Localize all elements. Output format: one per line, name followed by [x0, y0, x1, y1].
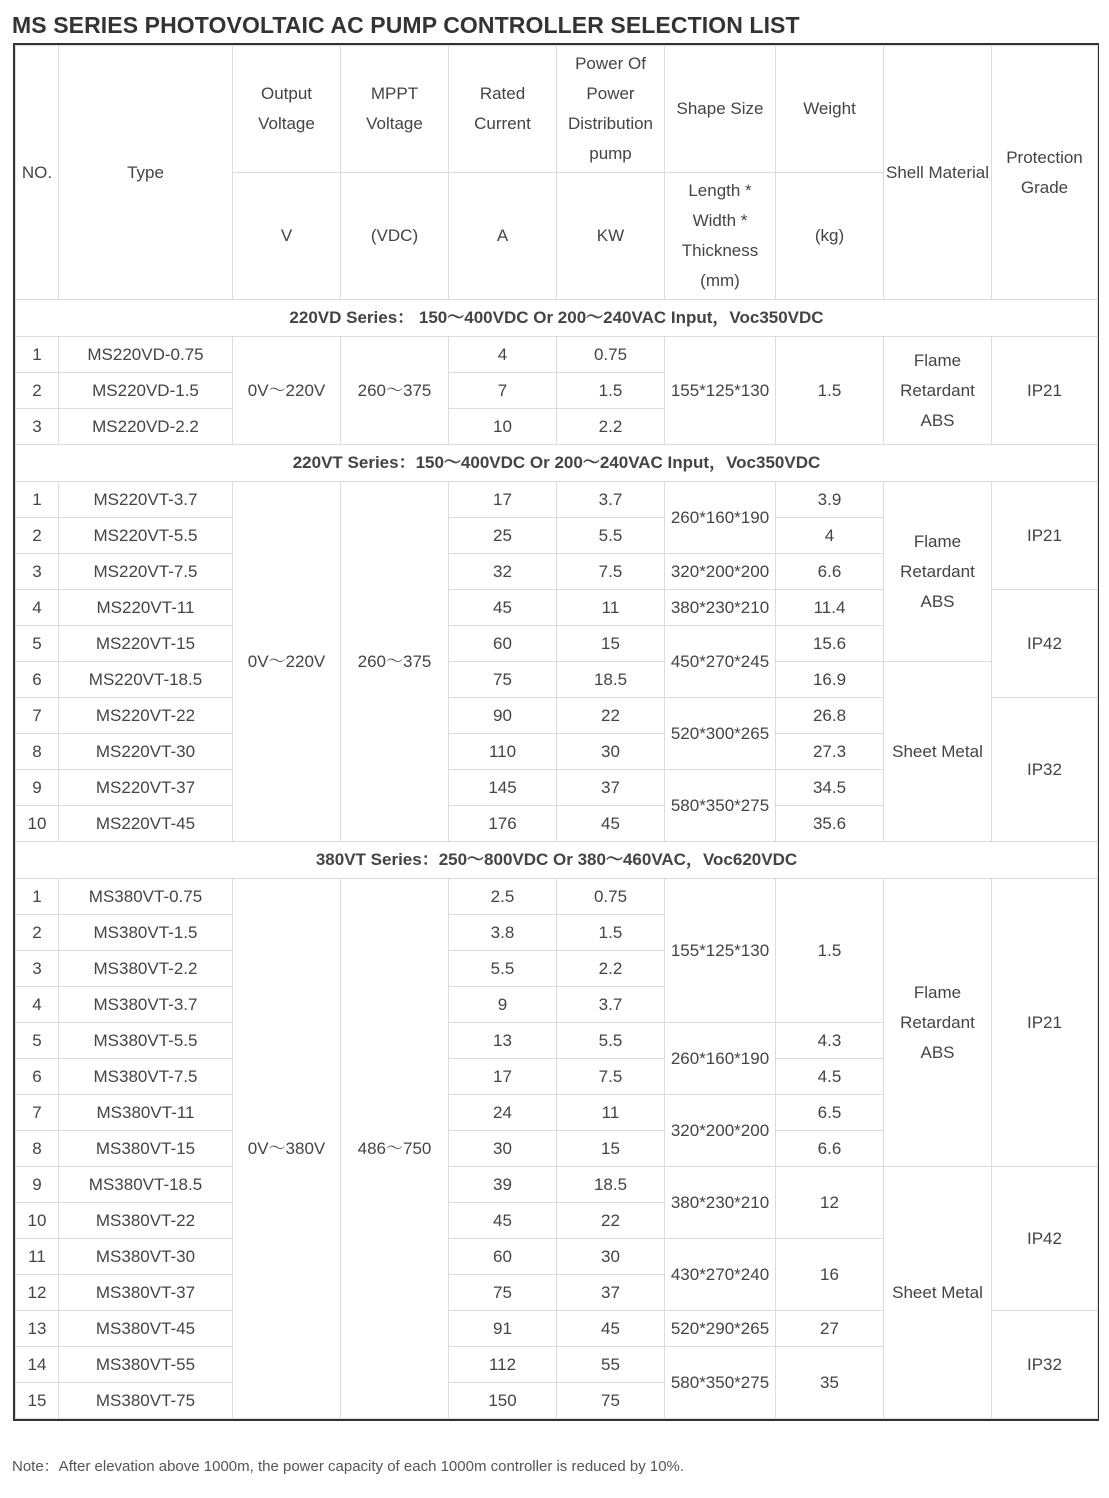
cell-current: 17	[449, 482, 557, 518]
cell-current: 60	[449, 1239, 557, 1275]
cell-weight: 35	[776, 1347, 884, 1419]
cell-current: 39	[449, 1167, 557, 1203]
cell-shell-material: Flame Retardant ABS	[884, 879, 992, 1167]
cell-shape-size: 155*125*130	[665, 879, 776, 1023]
cell-shape-size: 450*270*245	[665, 626, 776, 698]
cell-power: 22	[557, 1203, 665, 1239]
cell-no: 15	[16, 1383, 59, 1419]
cell-output-voltage: 0V～220V	[233, 337, 341, 445]
cell-no: 9	[16, 770, 59, 806]
cell-weight: 6.6	[776, 1131, 884, 1167]
cell-current: 25	[449, 518, 557, 554]
cell-no: 13	[16, 1311, 59, 1347]
cell-weight: 12	[776, 1167, 884, 1239]
cell-weight: 4.5	[776, 1059, 884, 1095]
cell-no: 8	[16, 1131, 59, 1167]
cell-type: MS380VT-22	[59, 1203, 233, 1239]
header-mppt-voltage: MPPT Voltage	[341, 46, 449, 173]
cell-weight: 16.9	[776, 662, 884, 698]
cell-no: 7	[16, 698, 59, 734]
selection-table	[15, 45, 1098, 1419]
cell-type: MS220VD-0.75	[59, 337, 233, 373]
cell-type: MS380VT-7.5	[59, 1059, 233, 1095]
header-rated-current: Rated Current	[449, 46, 557, 173]
cell-no: 4	[16, 987, 59, 1023]
series-heading: 220VD Series： 150～400VDC Or 200～240VAC Input，Voc350VDC	[16, 300, 1098, 337]
cell-current: 145	[449, 770, 557, 806]
cell-power: 75	[557, 1383, 665, 1419]
cell-shell-material: Flame Retardant ABS	[884, 337, 992, 445]
series-heading: 220VT Series：150～400VDC Or 200～240VAC Input，Voc350VDC	[16, 445, 1098, 482]
cell-power: 11	[557, 1095, 665, 1131]
cell-current: 13	[449, 1023, 557, 1059]
cell-type: MS380VT-3.7	[59, 987, 233, 1023]
cell-current: 5.5	[449, 951, 557, 987]
cell-shape-size: 520*300*265	[665, 698, 776, 770]
header-no: NO.	[16, 46, 59, 300]
cell-current: 3.8	[449, 915, 557, 951]
cell-no: 11	[16, 1239, 59, 1275]
series-heading: 380VT Series：250～800VDC Or 380～460VAC，Voc620VDC	[16, 842, 1098, 879]
cell-protection-grade: IP21	[992, 337, 1098, 445]
cell-current: 24	[449, 1095, 557, 1131]
cell-type: MS380VT-18.5	[59, 1167, 233, 1203]
cell-protection-grade: IP42	[992, 590, 1098, 698]
unit-weight: (kg)	[776, 173, 884, 300]
header-shape-size: Shape Size	[665, 46, 776, 173]
cell-current: 30	[449, 1131, 557, 1167]
cell-no: 6	[16, 1059, 59, 1095]
header-weight: Weight	[776, 46, 884, 173]
cell-weight: 15.6	[776, 626, 884, 662]
cell-current: 176	[449, 806, 557, 842]
cell-no: 5	[16, 626, 59, 662]
cell-type: MS220VT-3.7	[59, 482, 233, 518]
cell-shell-material: Flame Retardant ABS	[884, 482, 992, 662]
cell-power: 55	[557, 1347, 665, 1383]
cell-power: 37	[557, 770, 665, 806]
cell-type: MS220VT-37	[59, 770, 233, 806]
cell-current: 17	[449, 1059, 557, 1095]
cell-no: 5	[16, 1023, 59, 1059]
cell-current: 112	[449, 1347, 557, 1383]
cell-no: 2	[16, 373, 59, 409]
cell-weight: 6.5	[776, 1095, 884, 1131]
cell-power: 18.5	[557, 1167, 665, 1203]
cell-no: 3	[16, 554, 59, 590]
cell-power: 3.7	[557, 482, 665, 518]
cell-shape-size: 580*350*275	[665, 1347, 776, 1419]
cell-power: 45	[557, 806, 665, 842]
cell-type: MS220VT-18.5	[59, 662, 233, 698]
cell-no: 12	[16, 1275, 59, 1311]
cell-power: 45	[557, 1311, 665, 1347]
cell-type: MS380VT-75	[59, 1383, 233, 1419]
cell-power: 30	[557, 1239, 665, 1275]
cell-no: 3	[16, 951, 59, 987]
cell-power: 7.5	[557, 554, 665, 590]
cell-weight: 34.5	[776, 770, 884, 806]
unit-power: KW	[557, 173, 665, 300]
cell-power: 1.5	[557, 373, 665, 409]
header-protection-grade: Protection Grade	[992, 46, 1098, 300]
cell-weight: 1.5	[776, 879, 884, 1023]
header-output-voltage: Output Voltage	[233, 46, 341, 173]
cell-no: 2	[16, 518, 59, 554]
cell-type: MS380VT-37	[59, 1275, 233, 1311]
cell-weight: 11.4	[776, 590, 884, 626]
unit-mppt-voltage: (VDC)	[341, 173, 449, 300]
cell-no: 14	[16, 1347, 59, 1383]
cell-power: 30	[557, 734, 665, 770]
cell-no: 4	[16, 590, 59, 626]
cell-shape-size: 155*125*130	[665, 337, 776, 445]
cell-type: MS380VT-5.5	[59, 1023, 233, 1059]
cell-type: MS380VT-2.2	[59, 951, 233, 987]
cell-weight: 26.8	[776, 698, 884, 734]
cell-type: MS380VT-1.5	[59, 915, 233, 951]
cell-weight: 6.6	[776, 554, 884, 590]
cell-power: 7.5	[557, 1059, 665, 1095]
cell-protection-grade: IP32	[992, 698, 1098, 842]
cell-current: 4	[449, 337, 557, 373]
unit-shape-size: Length * Width * Thickness (mm)	[665, 173, 776, 300]
header-power: Power Of Power Distribution pump	[557, 46, 665, 173]
cell-current: 91	[449, 1311, 557, 1347]
cell-power: 3.7	[557, 987, 665, 1023]
cell-power: 0.75	[557, 879, 665, 915]
cell-no: 7	[16, 1095, 59, 1131]
cell-current: 45	[449, 1203, 557, 1239]
cell-mppt-voltage: 260～375	[341, 337, 449, 445]
cell-no: 1	[16, 337, 59, 373]
cell-current: 10	[449, 409, 557, 445]
cell-shape-size: 260*160*190	[665, 1023, 776, 1095]
cell-shape-size: 320*200*200	[665, 554, 776, 590]
cell-no: 10	[16, 1203, 59, 1239]
cell-power: 1.5	[557, 915, 665, 951]
cell-power: 2.2	[557, 409, 665, 445]
cell-shape-size: 430*270*240	[665, 1239, 776, 1311]
cell-weight: 4.3	[776, 1023, 884, 1059]
cell-shell-material: Sheet Metal	[884, 662, 992, 842]
cell-power: 15	[557, 1131, 665, 1167]
cell-power: 11	[557, 590, 665, 626]
cell-type: MS220VT-45	[59, 806, 233, 842]
cell-type: MS380VT-55	[59, 1347, 233, 1383]
cell-current: 60	[449, 626, 557, 662]
cell-power: 22	[557, 698, 665, 734]
footnote: Note：After elevation above 1000m, the power capacity of each 1000m controller is reduced by 10%.	[12, 1458, 685, 1475]
unit-rated-current: A	[449, 173, 557, 300]
cell-shape-size: 380*230*210	[665, 1167, 776, 1239]
cell-shape-size: 380*230*210	[665, 590, 776, 626]
cell-type: MS380VT-11	[59, 1095, 233, 1131]
cell-type: MS220VT-5.5	[59, 518, 233, 554]
cell-output-voltage: 0V～380V	[233, 879, 341, 1419]
cell-weight: 4	[776, 518, 884, 554]
cell-no: 1	[16, 879, 59, 915]
cell-shape-size: 320*200*200	[665, 1095, 776, 1167]
cell-weight: 16	[776, 1239, 884, 1311]
cell-mppt-voltage: 260～375	[341, 482, 449, 842]
unit-output-voltage: V	[233, 173, 341, 300]
cell-current: 110	[449, 734, 557, 770]
cell-weight: 3.9	[776, 482, 884, 518]
cell-current: 90	[449, 698, 557, 734]
cell-no: 10	[16, 806, 59, 842]
cell-power: 5.5	[557, 518, 665, 554]
cell-protection-grade: IP32	[992, 1311, 1098, 1419]
cell-type: MS220VD-2.2	[59, 409, 233, 445]
cell-type: MS220VT-7.5	[59, 554, 233, 590]
cell-weight: 1.5	[776, 337, 884, 445]
cell-type: MS380VT-15	[59, 1131, 233, 1167]
cell-type: MS220VT-22	[59, 698, 233, 734]
cell-power: 0.75	[557, 337, 665, 373]
cell-no: 8	[16, 734, 59, 770]
cell-protection-grade: IP42	[992, 1167, 1098, 1311]
cell-protection-grade: IP21	[992, 482, 1098, 590]
cell-current: 150	[449, 1383, 557, 1419]
cell-current: 75	[449, 662, 557, 698]
cell-no: 2	[16, 915, 59, 951]
cell-weight: 35.6	[776, 806, 884, 842]
header-shell-material: Shell Material	[884, 46, 992, 300]
cell-type: MS380VT-45	[59, 1311, 233, 1347]
cell-current: 45	[449, 590, 557, 626]
cell-weight: 27	[776, 1311, 884, 1347]
cell-shape-size: 260*160*190	[665, 482, 776, 554]
cell-type: MS380VT-0.75	[59, 879, 233, 915]
cell-type: MS380VT-30	[59, 1239, 233, 1275]
cell-no: 6	[16, 662, 59, 698]
cell-type: MS220VT-30	[59, 734, 233, 770]
header-type: Type	[59, 46, 233, 300]
cell-current: 75	[449, 1275, 557, 1311]
page-title: MS SERIES PHOTOVOLTAIC AC PUMP CONTROLLER SELECTION LIST	[12, 12, 800, 38]
cell-current: 7	[449, 373, 557, 409]
cell-current: 9	[449, 987, 557, 1023]
cell-type: MS220VT-11	[59, 590, 233, 626]
cell-shape-size: 580*350*275	[665, 770, 776, 842]
cell-mppt-voltage: 486～750	[341, 879, 449, 1419]
cell-power: 37	[557, 1275, 665, 1311]
cell-current: 32	[449, 554, 557, 590]
cell-power: 2.2	[557, 951, 665, 987]
cell-type: MS220VT-15	[59, 626, 233, 662]
cell-no: 1	[16, 482, 59, 518]
cell-current: 2.5	[449, 879, 557, 915]
selection-table-container	[13, 43, 1099, 1421]
cell-power: 15	[557, 626, 665, 662]
cell-power: 5.5	[557, 1023, 665, 1059]
cell-protection-grade: IP21	[992, 879, 1098, 1167]
cell-power: 18.5	[557, 662, 665, 698]
cell-no: 9	[16, 1167, 59, 1203]
cell-no: 3	[16, 409, 59, 445]
cell-weight: 27.3	[776, 734, 884, 770]
cell-shape-size: 520*290*265	[665, 1311, 776, 1347]
cell-shell-material: Sheet Metal	[884, 1167, 992, 1419]
cell-output-voltage: 0V～220V	[233, 482, 341, 842]
cell-type: MS220VD-1.5	[59, 373, 233, 409]
